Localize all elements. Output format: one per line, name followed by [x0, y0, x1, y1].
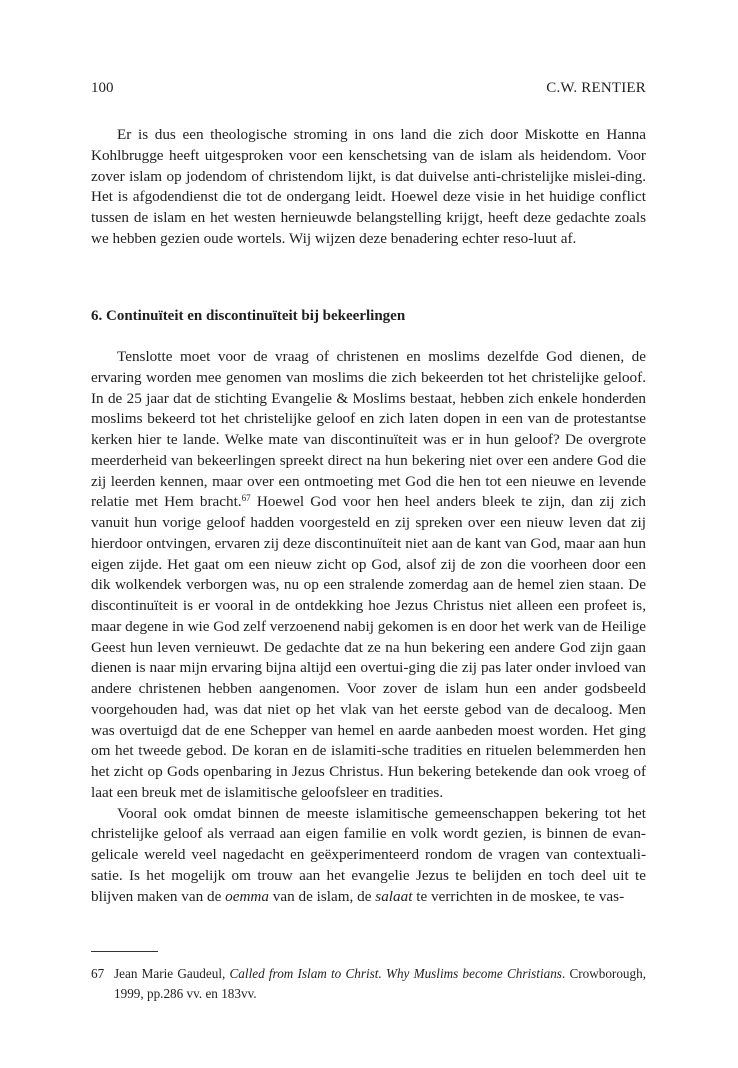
paragraph-text: van de islam, de	[269, 887, 376, 905]
paragraph-text: Tenslotte moet voor de vraag of christenen en moslims dezelfde God dienen, de ervaring worden mee genomen van moslims die zich bekeerden tot het christelijke geloof. In de 25 jaar dat de stichting Evangelie & Moslims bestaat, hebben zich enkele honderden moslims bekeerd tot het christelijke geloof en zich laten dopen in een van de protestantse kerken hier te lande. Welke mate van discontinuïteit was er in hun geloof? De overgrote meerderheid van bekeerlingen spreekt direct na hun bekering niet over een andere God die zij leerden kennen, maar over een ontmoeting met God die hen tot een nieuwe en levende relatie met Hem bracht.	[91, 348, 646, 511]
paragraph-text: te verrichten in de moskee, te vas-	[412, 887, 625, 905]
footnote-text	[114, 964, 646, 1004]
footnote-reference[interactable]: 67	[241, 493, 251, 504]
body-paragraph: Er is dus een theologische stroming in ons land die zich door Miskotte en Hanna Kohlbrugge heeft uitgesproken voor een kenschetsing van de islam als heidendom. Voor zover islam op jodendom of christendom lijkt, is dat duivelse anti-christelijke mislei-ding. Het is afgodendienst die tot de ondergang leidt. Hoewel deze visie in het huidige conflict tussen de islam en het westen hernieuwde belangstelling krijgt, heeft deze gedachte zoals we hebben gezien oude wortels. Wij wijzen deze benadering echter reso-luut af.	[91, 126, 646, 247]
running-author: C.W. RENTIER	[546, 80, 646, 96]
section-heading: 6. Continuïteit en discontinuïteit bij bekeerlingen	[91, 308, 406, 324]
paragraph-text: Hoewel God voor hen heel anders bleek te zijn, dan zij zich vanuit hun vorige geloof hadden voorgesteld en zij spreken over een nieuw leven dat zij hierdoor ontvingen, ervaren zij deze discontinuïteit niet aan de kant van God, maar aan hun eigen zijde. Het gaat om een nieuw zicht op God, alsof zij de zon die voorheen door een dik wolkendek verborgen was, nu op een stralende zomerdag aan de hemel zien staan. De discontinuïteit is er vooral in de ontdekking hoe Jezus Christus niet alleen een profeet is, maar degene in wie God zelf verzoenend nabij gekomen is en door het werk van de Heilige Geest hun leven vernieuwt. De gedachte dat ze na hun bekering een andere God zijn gaan dienen is naar mijn ervaring bijna altijd een overtui-ging die zij pas later onder invloed van andere christenen hebben aangenomen. Voor zover de islam hun een ander godsbeeld voorgehouden had, was dat niet op het vlak van het eerste gebod van de decaloog. Men was overtuigd dat de ene Schepper van hemel en aarde aanbeden moest worden. Het ging om het tweede gebod. De koran en de islamiti-sche tradities en rituelen belemmerden hen het zicht op Gods openbaring in Jezus Christus. Hun bekering betekende dan ook vroeg of laat een breuk met de islamitische geloofsleer en tradities.	[91, 493, 646, 801]
footnote-number: 67	[91, 966, 105, 981]
footnote-rest: . Crowborough, 1999, pp.286 vv. en 183vv.	[114, 966, 646, 1001]
body-paragraph	[91, 347, 646, 804]
page-number: 100	[91, 80, 114, 96]
running-header	[91, 78, 646, 100]
paragraph-block-1	[91, 125, 646, 250]
italic-term: oemma	[225, 887, 269, 905]
body-paragraph	[91, 804, 646, 908]
paragraph-block-2	[91, 347, 646, 907]
footnote-author: Jean Marie Gaudeul,	[114, 966, 230, 981]
footnote	[91, 964, 646, 1004]
footnote-divider	[91, 951, 158, 952]
paragraph-text: Vooral ook omdat binnen de meeste islamitische gemeenschappen bekering tot het christelijke geloof als verraad aan eigen familie en volk wordt gezien, is binnen de evan-gelicale wereld veel nagedacht en geëxperimenteerd rondom de vragen van contextuali-satie. Is het mogelijk om trouw aan het evangelie Jezus te belijden en toch deel uit te blijven maken van de	[91, 804, 646, 905]
italic-term: salaat	[375, 887, 413, 905]
footnote-title: Called from Islam to Christ. Why Muslims become Christians	[229, 966, 562, 981]
